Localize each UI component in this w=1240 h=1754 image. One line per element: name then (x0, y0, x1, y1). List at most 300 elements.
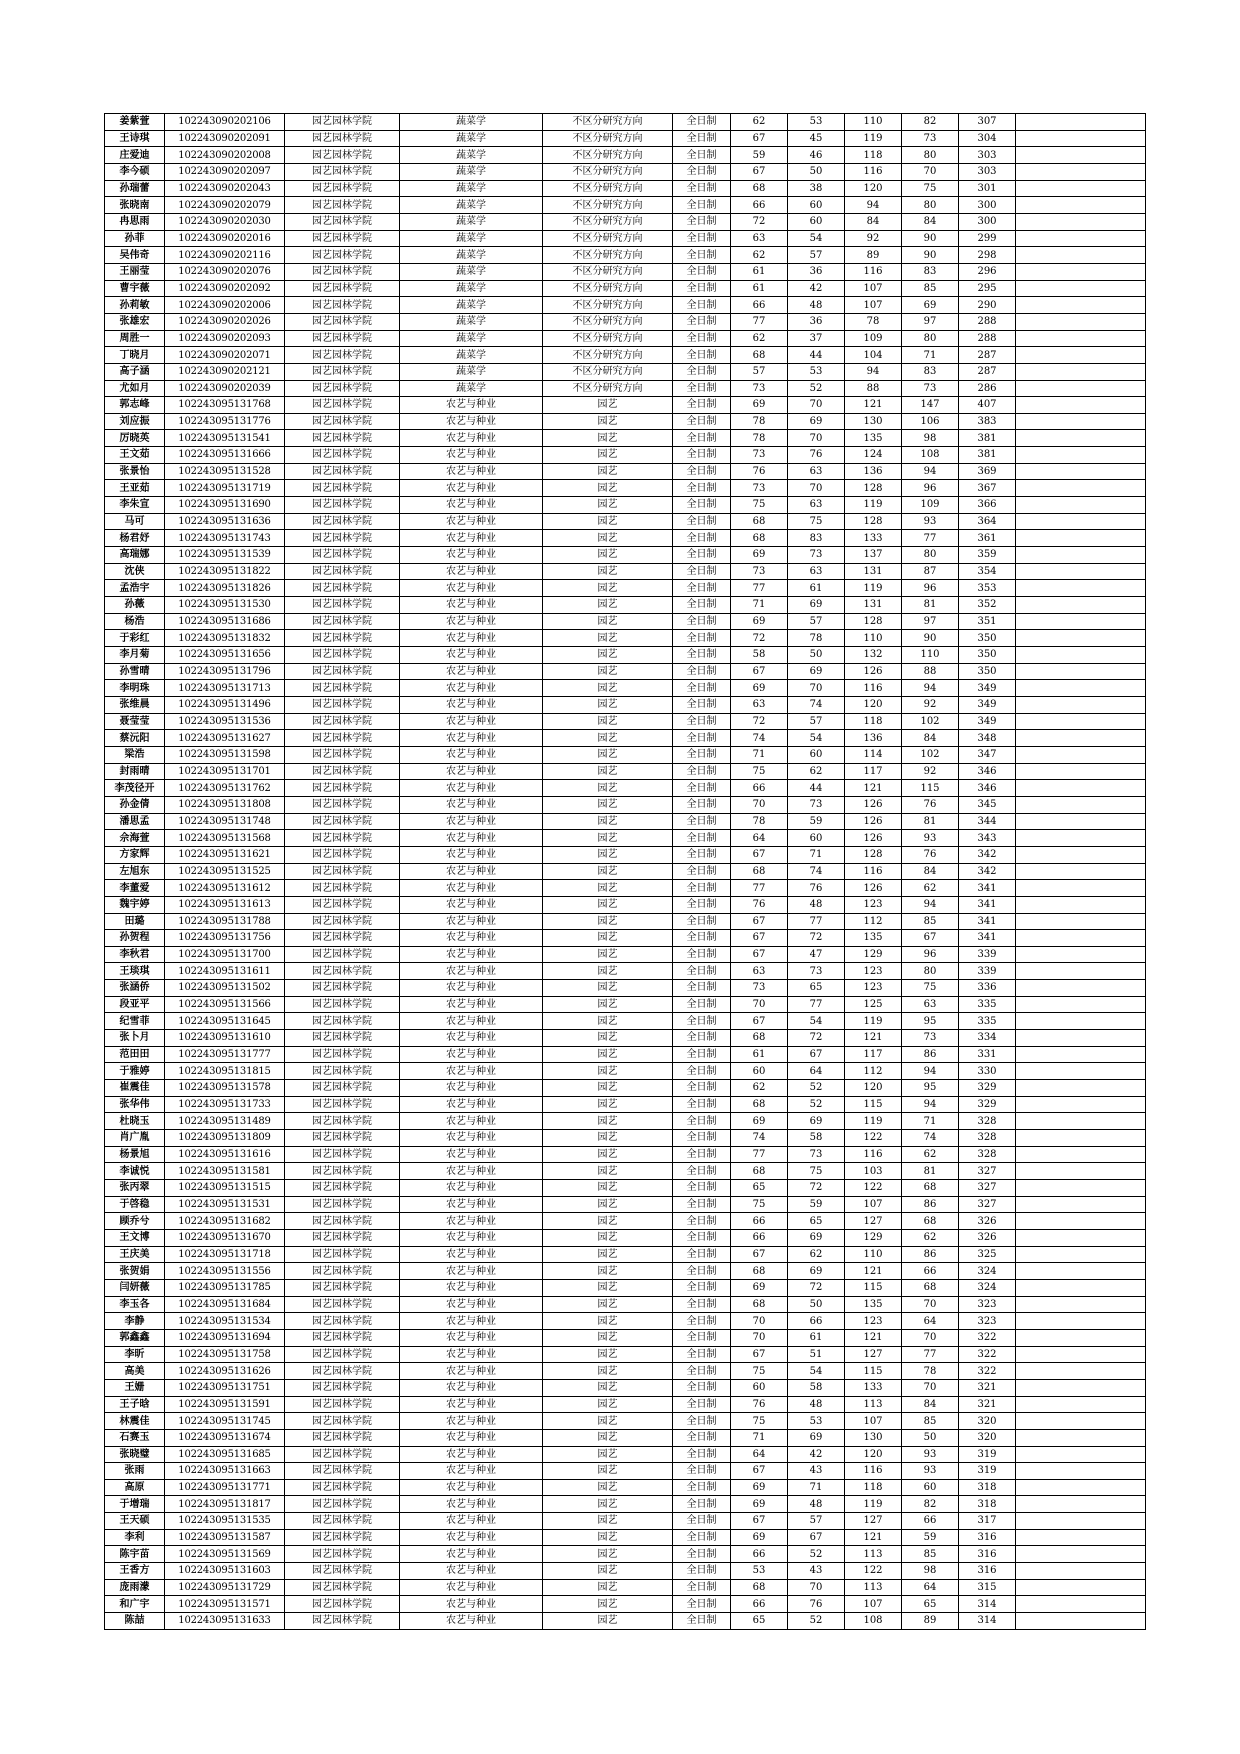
exam-id-cell: 102243095131496 (165, 696, 285, 713)
total-score-cell: 321 (959, 1396, 1016, 1413)
subject1-score-cell: 107 (845, 1596, 902, 1613)
name-cell: 李秋君 (105, 946, 165, 963)
remark-cell (1016, 513, 1146, 530)
subject1-score-cell: 119 (845, 1496, 902, 1513)
foreign-language-score-cell: 71 (788, 846, 845, 863)
study-mode-cell: 全日制 (673, 630, 731, 647)
major-cell: 农艺与种业 (400, 730, 543, 747)
major-cell: 蔬菜学 (400, 130, 543, 147)
direction-cell: 不区分研究方向 (543, 263, 673, 280)
study-mode-cell: 全日制 (673, 130, 731, 147)
exam-id-cell: 102243095131745 (165, 1413, 285, 1430)
subject1-score-cell: 130 (845, 1429, 902, 1446)
name-cell: 张晓南 (105, 197, 165, 214)
study-mode-cell: 全日制 (673, 980, 731, 997)
name-cell: 王香方 (105, 1563, 165, 1580)
subject2-score-cell: 63 (902, 996, 959, 1013)
subject1-score-cell: 135 (845, 1296, 902, 1313)
study-mode-cell: 全日制 (673, 163, 731, 180)
foreign-language-score-cell: 57 (788, 613, 845, 630)
table-row (105, 1546, 1146, 1563)
total-score-cell: 328 (959, 1146, 1016, 1163)
study-mode-cell: 全日制 (673, 1563, 731, 1580)
subject1-score-cell: 126 (845, 796, 902, 813)
subject1-score-cell: 129 (845, 1229, 902, 1246)
direction-cell: 园艺 (543, 1096, 673, 1113)
name-cell: 李利 (105, 1529, 165, 1546)
major-cell: 农艺与种业 (400, 547, 543, 564)
subject1-score-cell: 107 (845, 1196, 902, 1213)
name-cell: 范田田 (105, 1046, 165, 1063)
exam-id-cell: 102243090202121 (165, 363, 285, 380)
subject2-score-cell: 64 (902, 1313, 959, 1330)
subject1-score-cell: 94 (845, 363, 902, 380)
college-cell: 园艺园林学院 (285, 580, 400, 597)
total-score-cell: 341 (959, 930, 1016, 947)
college-cell: 园艺园林学院 (285, 313, 400, 330)
politics-score-cell: 69 (731, 613, 788, 630)
table-row (105, 1379, 1146, 1396)
study-mode-cell: 全日制 (673, 213, 731, 230)
politics-score-cell: 64 (731, 830, 788, 847)
subject1-score-cell: 116 (845, 1146, 902, 1163)
name-cell: 李月菊 (105, 647, 165, 664)
subject1-score-cell: 136 (845, 730, 902, 747)
name-cell: 厉晓英 (105, 430, 165, 447)
politics-score-cell: 73 (731, 563, 788, 580)
name-cell: 潘思孟 (105, 813, 165, 830)
college-cell: 园艺园林学院 (285, 996, 400, 1013)
remark-cell (1016, 963, 1146, 980)
foreign-language-score-cell: 38 (788, 180, 845, 197)
exam-id-cell: 102243095131569 (165, 1546, 285, 1563)
name-cell: 王子晗 (105, 1396, 165, 1413)
name-cell: 李董爱 (105, 880, 165, 897)
name-cell: 王文茹 (105, 447, 165, 464)
direction-cell: 园艺 (543, 447, 673, 464)
total-score-cell: 361 (959, 530, 1016, 547)
subject1-score-cell: 117 (845, 763, 902, 780)
major-cell: 农艺与种业 (400, 480, 543, 497)
major-cell: 蔬菜学 (400, 297, 543, 314)
name-cell: 张景怡 (105, 463, 165, 480)
subject2-score-cell: 94 (902, 680, 959, 697)
table-row (105, 1496, 1146, 1513)
total-score-cell: 288 (959, 313, 1016, 330)
foreign-language-score-cell: 43 (788, 1463, 845, 1480)
major-cell: 农艺与种业 (400, 580, 543, 597)
foreign-language-score-cell: 42 (788, 1446, 845, 1463)
college-cell: 园艺园林学院 (285, 830, 400, 847)
direction-cell: 不区分研究方向 (543, 280, 673, 297)
subject2-score-cell: 67 (902, 930, 959, 947)
study-mode-cell: 全日制 (673, 180, 731, 197)
major-cell: 农艺与种业 (400, 1146, 543, 1163)
name-cell: 王姗 (105, 1379, 165, 1396)
foreign-language-score-cell: 52 (788, 1080, 845, 1097)
subject2-score-cell: 80 (902, 963, 959, 980)
direction-cell: 园艺 (543, 580, 673, 597)
total-score-cell: 320 (959, 1429, 1016, 1446)
exam-id-cell: 102243095131733 (165, 1096, 285, 1113)
politics-score-cell: 67 (731, 913, 788, 930)
major-cell: 农艺与种业 (400, 1096, 543, 1113)
politics-score-cell: 69 (731, 1479, 788, 1496)
foreign-language-score-cell: 70 (788, 1579, 845, 1596)
exam-id-cell: 102243095131663 (165, 1463, 285, 1480)
subject2-score-cell: 77 (902, 1346, 959, 1363)
remark-cell (1016, 1463, 1146, 1480)
name-cell: 王琰琪 (105, 963, 165, 980)
exam-id-cell: 102243090202016 (165, 230, 285, 247)
foreign-language-score-cell: 72 (788, 1279, 845, 1296)
major-cell: 蔬菜学 (400, 147, 543, 164)
major-cell: 农艺与种业 (400, 397, 543, 414)
total-score-cell: 319 (959, 1463, 1016, 1480)
major-cell: 蔬菜学 (400, 280, 543, 297)
subject2-score-cell: 50 (902, 1429, 959, 1446)
direction-cell: 园艺 (543, 1463, 673, 1480)
foreign-language-score-cell: 70 (788, 397, 845, 414)
major-cell: 农艺与种业 (400, 996, 543, 1013)
remark-cell (1016, 846, 1146, 863)
subject1-score-cell: 92 (845, 230, 902, 247)
study-mode-cell: 全日制 (673, 1313, 731, 1330)
table-row (105, 1429, 1146, 1446)
politics-score-cell: 73 (731, 447, 788, 464)
direction-cell: 不区分研究方向 (543, 147, 673, 164)
name-cell: 尤如月 (105, 380, 165, 397)
remark-cell (1016, 1446, 1146, 1463)
college-cell: 园艺园林学院 (285, 1363, 400, 1380)
subject2-score-cell: 89 (902, 1613, 959, 1630)
table-row (105, 996, 1146, 1013)
name-cell: 崔震佳 (105, 1080, 165, 1097)
college-cell: 园艺园林学院 (285, 1146, 400, 1163)
major-cell: 农艺与种业 (400, 1313, 543, 1330)
total-score-cell: 327 (959, 1196, 1016, 1213)
exam-id-cell: 102243095131713 (165, 680, 285, 697)
college-cell: 园艺园林学院 (285, 1329, 400, 1346)
study-mode-cell: 全日制 (673, 696, 731, 713)
exam-id-cell: 102243095131690 (165, 497, 285, 514)
subject1-score-cell: 127 (845, 1346, 902, 1363)
college-cell: 园艺园林学院 (285, 1213, 400, 1230)
remark-cell (1016, 1080, 1146, 1097)
exam-id-cell: 102243095131525 (165, 863, 285, 880)
college-cell: 园艺园林学院 (285, 480, 400, 497)
study-mode-cell: 全日制 (673, 513, 731, 530)
college-cell: 园艺园林学院 (285, 613, 400, 630)
direction-cell: 园艺 (543, 480, 673, 497)
foreign-language-score-cell: 60 (788, 830, 845, 847)
major-cell: 农艺与种业 (400, 880, 543, 897)
subject2-score-cell: 102 (902, 746, 959, 763)
foreign-language-score-cell: 47 (788, 946, 845, 963)
college-cell: 园艺园林学院 (285, 1279, 400, 1296)
table-row (105, 1246, 1146, 1263)
major-cell: 蔬菜学 (400, 263, 543, 280)
major-cell: 蔬菜学 (400, 114, 543, 131)
politics-score-cell: 68 (731, 180, 788, 197)
study-mode-cell: 全日制 (673, 913, 731, 930)
college-cell: 园艺园林学院 (285, 696, 400, 713)
major-cell: 农艺与种业 (400, 1613, 543, 1630)
total-score-cell: 322 (959, 1346, 1016, 1363)
table-row (105, 114, 1146, 131)
politics-score-cell: 60 (731, 1379, 788, 1396)
foreign-language-score-cell: 50 (788, 647, 845, 664)
study-mode-cell: 全日制 (673, 430, 731, 447)
exam-id-cell: 102243095131489 (165, 1113, 285, 1130)
total-score-cell: 352 (959, 597, 1016, 614)
politics-score-cell: 64 (731, 1446, 788, 1463)
major-cell: 农艺与种业 (400, 530, 543, 547)
exam-id-cell: 102243095131700 (165, 946, 285, 963)
remark-cell (1016, 780, 1146, 797)
politics-score-cell: 67 (731, 1013, 788, 1030)
exam-id-cell: 102243095131785 (165, 1279, 285, 1296)
exam-id-cell: 102243090202006 (165, 297, 285, 314)
total-score-cell: 330 (959, 1063, 1016, 1080)
table-row (105, 580, 1146, 597)
direction-cell: 园艺 (543, 696, 673, 713)
exam-id-cell: 102243095131771 (165, 1479, 285, 1496)
name-cell: 高子涵 (105, 363, 165, 380)
subject2-score-cell: 62 (902, 1229, 959, 1246)
exam-id-cell: 102243095131768 (165, 397, 285, 414)
remark-cell (1016, 530, 1146, 547)
politics-score-cell: 78 (731, 413, 788, 430)
exam-id-cell: 102243095131587 (165, 1529, 285, 1546)
major-cell: 农艺与种业 (400, 1213, 543, 1230)
name-cell: 于彩红 (105, 630, 165, 647)
direction-cell: 不区分研究方向 (543, 380, 673, 397)
subject2-score-cell: 81 (902, 1163, 959, 1180)
subject1-score-cell: 117 (845, 1046, 902, 1063)
total-score-cell: 369 (959, 463, 1016, 480)
foreign-language-score-cell: 67 (788, 1046, 845, 1063)
name-cell: 高原 (105, 1479, 165, 1496)
study-mode-cell: 全日制 (673, 297, 731, 314)
name-cell: 孙瑞蕾 (105, 180, 165, 197)
major-cell: 农艺与种业 (400, 963, 543, 980)
college-cell: 园艺园林学院 (285, 263, 400, 280)
name-cell: 张贺娟 (105, 1263, 165, 1280)
college-cell: 园艺园林学院 (285, 1446, 400, 1463)
total-score-cell: 343 (959, 830, 1016, 847)
subject1-score-cell: 126 (845, 663, 902, 680)
exam-id-cell: 102243095131822 (165, 563, 285, 580)
subject1-score-cell: 121 (845, 1030, 902, 1047)
remark-cell (1016, 1213, 1146, 1230)
study-mode-cell: 全日制 (673, 463, 731, 480)
subject2-score-cell: 70 (902, 1296, 959, 1313)
name-cell: 顾乔兮 (105, 1213, 165, 1230)
politics-score-cell: 77 (731, 580, 788, 597)
direction-cell: 园艺 (543, 896, 673, 913)
subject2-score-cell: 85 (902, 1546, 959, 1563)
college-cell: 园艺园林学院 (285, 1296, 400, 1313)
name-cell: 李茂径开 (105, 780, 165, 797)
remark-cell (1016, 746, 1146, 763)
name-cell: 佘海萱 (105, 830, 165, 847)
study-mode-cell: 全日制 (673, 563, 731, 580)
subject2-score-cell: 147 (902, 397, 959, 414)
remark-cell (1016, 1013, 1146, 1030)
college-cell: 园艺园林学院 (285, 946, 400, 963)
politics-score-cell: 63 (731, 963, 788, 980)
subject2-score-cell: 75 (902, 180, 959, 197)
major-cell: 农艺与种业 (400, 896, 543, 913)
exam-id-cell: 102243095131502 (165, 980, 285, 997)
study-mode-cell: 全日制 (673, 1413, 731, 1430)
table-row (105, 713, 1146, 730)
remark-cell (1016, 347, 1146, 364)
subject1-score-cell: 126 (845, 813, 902, 830)
study-mode-cell: 全日制 (673, 863, 731, 880)
subject1-score-cell: 116 (845, 680, 902, 697)
major-cell: 农艺与种业 (400, 1296, 543, 1313)
table-row (105, 430, 1146, 447)
foreign-language-score-cell: 60 (788, 197, 845, 214)
foreign-language-score-cell: 70 (788, 480, 845, 497)
foreign-language-score-cell: 36 (788, 263, 845, 280)
table-row (105, 880, 1146, 897)
total-score-cell: 301 (959, 180, 1016, 197)
remark-cell (1016, 1296, 1146, 1313)
remark-cell (1016, 363, 1146, 380)
subject1-score-cell: 122 (845, 1563, 902, 1580)
table-row (105, 647, 1146, 664)
major-cell: 农艺与种业 (400, 1229, 543, 1246)
foreign-language-score-cell: 46 (788, 147, 845, 164)
total-score-cell: 299 (959, 230, 1016, 247)
college-cell: 园艺园林学院 (285, 1196, 400, 1213)
subject2-score-cell: 108 (902, 447, 959, 464)
direction-cell: 园艺 (543, 1196, 673, 1213)
subject1-score-cell: 109 (845, 330, 902, 347)
politics-score-cell: 67 (731, 846, 788, 863)
table-row (105, 213, 1146, 230)
exam-id-cell: 102243095131603 (165, 1563, 285, 1580)
college-cell: 园艺园林学院 (285, 1496, 400, 1513)
study-mode-cell: 全日制 (673, 263, 731, 280)
subject1-score-cell: 137 (845, 547, 902, 564)
total-score-cell: 347 (959, 746, 1016, 763)
college-cell: 园艺园林学院 (285, 1563, 400, 1580)
name-cell: 丁晓月 (105, 347, 165, 364)
subject1-score-cell: 131 (845, 597, 902, 614)
name-cell: 王庆美 (105, 1246, 165, 1263)
college-cell: 园艺园林学院 (285, 896, 400, 913)
name-cell: 梁浩 (105, 746, 165, 763)
remark-cell (1016, 1613, 1146, 1630)
politics-score-cell: 70 (731, 996, 788, 1013)
remark-cell (1016, 1279, 1146, 1296)
college-cell: 园艺园林学院 (285, 846, 400, 863)
name-cell: 张雄宏 (105, 313, 165, 330)
major-cell: 农艺与种业 (400, 1363, 543, 1380)
major-cell: 蔬菜学 (400, 163, 543, 180)
name-cell: 杨君妤 (105, 530, 165, 547)
name-cell: 陈宇苗 (105, 1546, 165, 1563)
major-cell: 农艺与种业 (400, 1379, 543, 1396)
name-cell: 孙莉敏 (105, 297, 165, 314)
name-cell: 郭志峰 (105, 397, 165, 414)
college-cell: 园艺园林学院 (285, 497, 400, 514)
subject1-score-cell: 136 (845, 463, 902, 480)
subject2-score-cell: 110 (902, 647, 959, 664)
subject1-score-cell: 119 (845, 130, 902, 147)
remark-cell (1016, 1329, 1146, 1346)
exam-id-cell: 102243095131645 (165, 1013, 285, 1030)
remark-cell (1016, 1263, 1146, 1280)
study-mode-cell: 全日制 (673, 1579, 731, 1596)
college-cell: 园艺园林学院 (285, 147, 400, 164)
direction-cell: 不区分研究方向 (543, 330, 673, 347)
study-mode-cell: 全日制 (673, 1596, 731, 1613)
remark-cell (1016, 813, 1146, 830)
direction-cell: 不区分研究方向 (543, 247, 673, 264)
remark-cell (1016, 980, 1146, 997)
remark-cell (1016, 1163, 1146, 1180)
major-cell: 蔬菜学 (400, 197, 543, 214)
remark-cell (1016, 230, 1146, 247)
college-cell: 园艺园林学院 (285, 913, 400, 930)
politics-score-cell: 69 (731, 1113, 788, 1130)
total-score-cell: 307 (959, 114, 1016, 131)
direction-cell: 园艺 (543, 630, 673, 647)
name-cell: 李静 (105, 1313, 165, 1330)
table-row (105, 980, 1146, 997)
college-cell: 园艺园林学院 (285, 1130, 400, 1147)
major-cell: 蔬菜学 (400, 213, 543, 230)
exam-id-cell: 102243095131743 (165, 530, 285, 547)
politics-score-cell: 62 (731, 1080, 788, 1097)
table-row (105, 513, 1146, 530)
table-row (105, 147, 1146, 164)
remark-cell (1016, 1513, 1146, 1530)
subject1-score-cell: 113 (845, 1579, 902, 1596)
foreign-language-score-cell: 73 (788, 547, 845, 564)
name-cell: 王丽莹 (105, 263, 165, 280)
table-row (105, 347, 1146, 364)
foreign-language-score-cell: 66 (788, 1313, 845, 1330)
direction-cell: 不区分研究方向 (543, 363, 673, 380)
total-score-cell: 407 (959, 397, 1016, 414)
total-score-cell: 345 (959, 796, 1016, 813)
direction-cell: 园艺 (543, 780, 673, 797)
major-cell: 蔬菜学 (400, 380, 543, 397)
table-row (105, 763, 1146, 780)
foreign-language-score-cell: 62 (788, 763, 845, 780)
college-cell: 园艺园林学院 (285, 347, 400, 364)
direction-cell: 园艺 (543, 1446, 673, 1463)
politics-score-cell: 77 (731, 313, 788, 330)
total-score-cell: 350 (959, 630, 1016, 647)
name-cell: 杨景旭 (105, 1146, 165, 1163)
foreign-language-score-cell: 48 (788, 1496, 845, 1513)
remark-cell (1016, 180, 1146, 197)
total-score-cell: 324 (959, 1279, 1016, 1296)
college-cell: 园艺园林学院 (285, 280, 400, 297)
foreign-language-score-cell: 70 (788, 680, 845, 697)
table-row (105, 1413, 1146, 1430)
remark-cell (1016, 1396, 1146, 1413)
study-mode-cell: 全日制 (673, 613, 731, 630)
college-cell: 园艺园林学院 (285, 1513, 400, 1530)
